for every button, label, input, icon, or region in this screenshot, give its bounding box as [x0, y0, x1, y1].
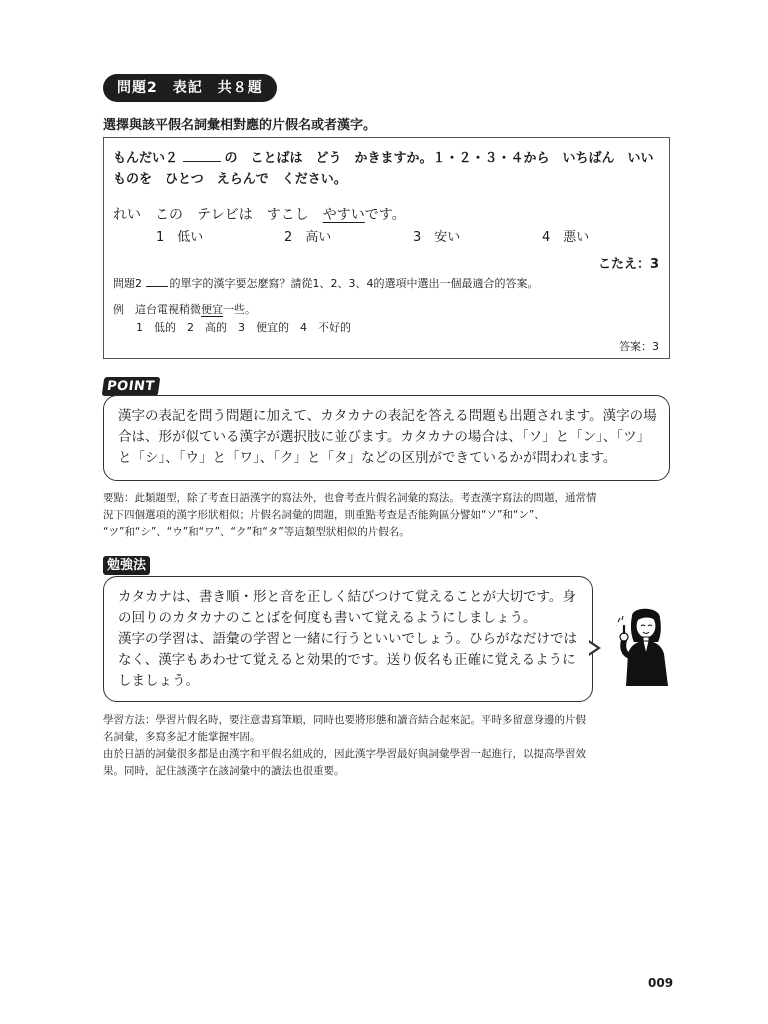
- point-label: POINT: [102, 377, 160, 396]
- chinese-example-underlined: 便宜: [201, 303, 223, 316]
- point-zh-line-2: 況下四個選項的漢字形狀相似；片假名詞彙的問題，則重點考查是否能夠區分譬如“ソ”和“ン”、: [103, 509, 545, 521]
- chinese-answer-blank: [146, 277, 168, 287]
- chinese-example: [113, 301, 256, 317]
- study-method-box: [103, 576, 593, 702]
- study-zh-line-3: 由於日語的詞彙很多都是由漢字和平假名組成的，因此漢字學習最好與詞彙學習一起進行，以提高學習效: [103, 748, 586, 760]
- point-jp-line-3: と「シ」、「ウ」と「ワ」、「ク」と「タ」などの区別ができているかが問われます。: [118, 450, 617, 466]
- sentence-post: です。: [364, 207, 406, 223]
- point-chinese: [103, 490, 670, 541]
- study-jp-line-5: しましょう。: [118, 673, 199, 689]
- example-sentence: [113, 204, 406, 224]
- page-number: 009: [648, 976, 674, 990]
- study-zh-line-4: 果。同時，記住該漢字在該詞彙中的讀法也很重要。: [103, 765, 345, 777]
- chinese-example-post: 一些。: [223, 303, 256, 316]
- study-method-chinese: [103, 712, 673, 780]
- chinese-instruction: [113, 275, 539, 291]
- question-instruction-text: の ことばは どう かきますか。１・２・３・４から いちばん いい: [224, 151, 654, 166]
- study-zh-line-2: 名詞彙，多寫多記才能掌握牢固。: [103, 731, 261, 743]
- study-jp-line-3: 漢字の学習は、語彙の学習と一緒に行うといいでしょう。ひらがなだけでは: [118, 631, 577, 647]
- point-jp-line-2: 合は、形が似ている漢字が選択肢に並びます。カタカナの場合は、「ソ」と「ン」、「ツ」: [118, 429, 651, 445]
- study-jp-line-2: の回りのカタカナのことばを何度も書いて覚えるようにしましょう。: [118, 610, 537, 626]
- teacher-figure-icon: [616, 604, 676, 686]
- option-1: 1 低い: [156, 230, 204, 245]
- option-3: 3 安い: [413, 230, 461, 245]
- question-number: もんだい２: [113, 151, 179, 166]
- question-box: [103, 137, 670, 359]
- chinese-instruction-text: 的單字的漢字要怎麼寫？請從1、2、3、4的選項中選出一個最適合的答案。: [169, 277, 539, 290]
- question-instruction-line2: ものを ひとつ えらんで ください。: [113, 172, 347, 187]
- teacher-illustration: [616, 604, 676, 690]
- answer-blank: [183, 150, 221, 162]
- study-zh-line-1: 學習方法：學習片假名時，要注意書寫筆順，同時也要將形態和讀音結合起來記。平時多留意身邊的片假: [103, 714, 586, 726]
- study-jp-line-4: なく、漢字もあわせて覚えると効果的です。送り仮名も正確に覚えるように: [118, 652, 576, 668]
- sentence-pre: れい この テレビは すこし: [113, 207, 323, 223]
- chinese-instruction-pre: 問題2: [113, 277, 142, 290]
- section-pill: 問題2 表記 共８題: [103, 74, 277, 102]
- point-box: [103, 395, 670, 481]
- speech-bubble-tail-fill: [588, 642, 597, 654]
- chinese-example-pre: 例 這台電視稍微: [113, 303, 201, 316]
- point-zh-line-1: 要點：此類題型，除了考查日語漢字的寫法外，也會考查片假名詞彙的寫法。考查漢字寫法的問題，通常情: [103, 492, 597, 504]
- sentence-underlined-word: やすい: [322, 207, 365, 223]
- study-jp-line-1: カタカナは、書き順・形と音を正しく結びつけて覚えることが大切です。身: [118, 589, 576, 605]
- answer-japanese: こたえ：3: [597, 257, 659, 272]
- study-method-label: 勉強法: [103, 556, 150, 575]
- chinese-options: 1 低的 2 高的 3 便宜的 4 不好的: [136, 321, 351, 334]
- question-instruction-line1: [113, 147, 654, 166]
- option-2: 2 高い: [284, 230, 332, 245]
- section-instruction: 選擇與該平假名詞彙相對應的片假名或者漢字。: [103, 118, 377, 133]
- point-jp-line-1: 漢字の表記を問う問題に加えて、カタカナの表記を答える問題も出題されます。漢字の場: [118, 408, 657, 424]
- option-4: 4 悪い: [542, 230, 590, 245]
- point-zh-line-3: “ツ”和“シ”、“ウ”和“ワ”、“ク”和“タ”等這類型狀相似的片假名。: [103, 526, 410, 538]
- answer-chinese: 答案：3: [619, 340, 659, 353]
